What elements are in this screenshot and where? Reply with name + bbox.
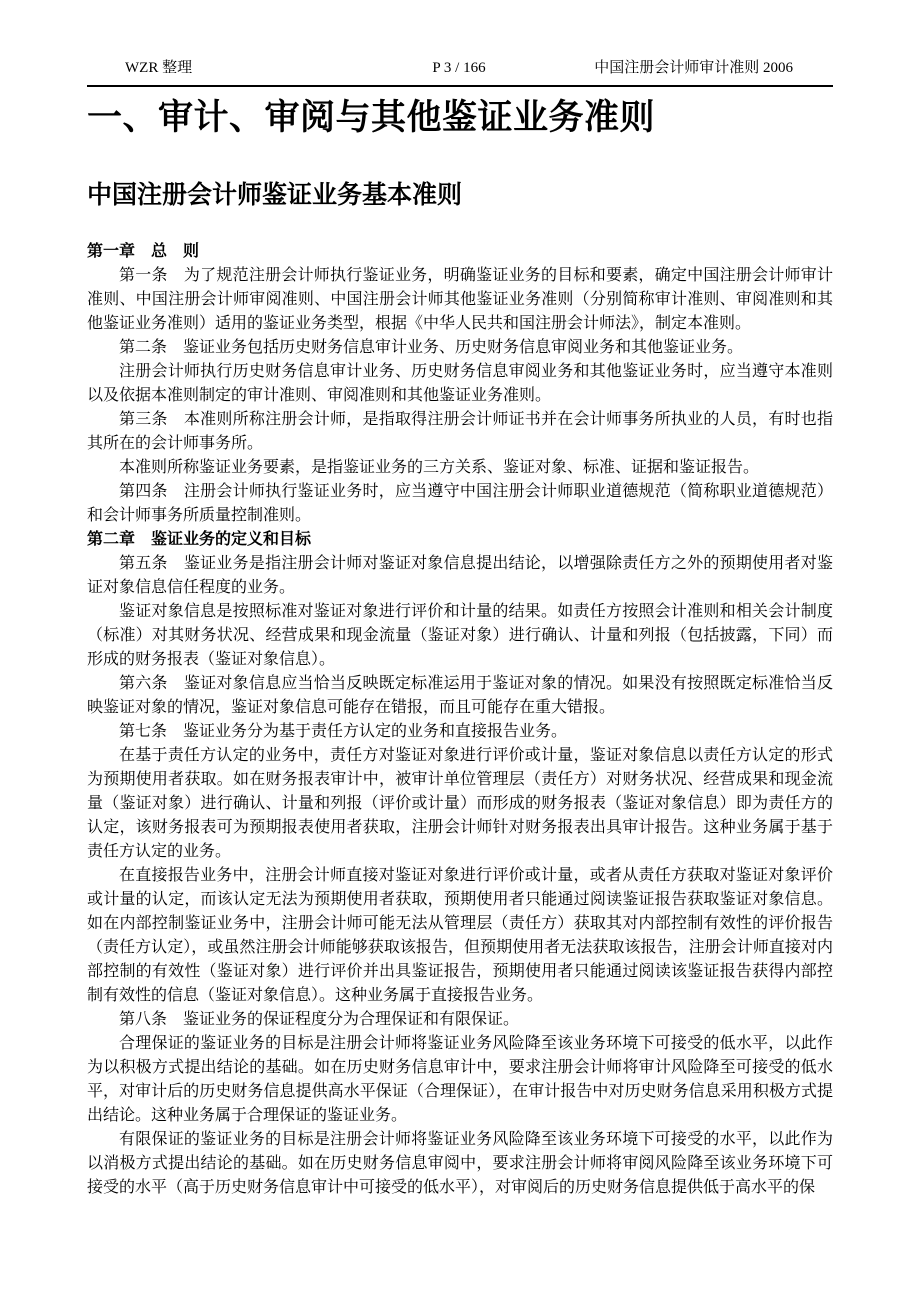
body-paragraph: 第三条 本准则所称注册会计师，是指取得注册会计师证书并在会计师事务所执业的人员，有时也指其所在的会计师事务所。 <box>87 411 833 452</box>
page-header <box>87 58 833 87</box>
body-paragraph: 第七条 鉴证业务分为基于责任方认定的业务和直接报告业务。 <box>119 723 568 740</box>
body-paragraph: 第五条 鉴证业务是指注册会计师对鉴证对象信息提出结论，以增强除责任方之外的预期使用者对鉴证对象信息信任程度的业务。 <box>87 555 833 596</box>
body-paragraph: 鉴证对象信息是按照标准对鉴证对象进行评价和计量的结果。如责任方按照会计准则和相关会计制度（标准）对其财务状况、经营成果和现金流量（鉴证对象）进行确认、计量和列报（包括披露，下同）而形成的财务报表（鉴证对象信息）。 <box>87 603 833 668</box>
body-paragraph: 本准则所称鉴证业务要素，是指鉴证业务的三方关系、鉴证对象、标准、证据和鉴证报告。 <box>119 459 760 476</box>
header-author: WZR 整理 <box>125 60 193 76</box>
body-paragraph: 第一条 为了规范注册会计师执行鉴证业务，明确鉴证业务的目标和要素，确定中国注册会计师审计准则、中国注册会计师审阅准则、中国注册会计师其他鉴证业务准则（分别简称审计准则、审阅准则和其他鉴证业务准则）适用的鉴证业务类型，根据《中华人民共和国注册会计师法》，制定本准则。 <box>87 267 833 332</box>
section-title: 一、审计、审阅与其他鉴证业务准则 <box>87 98 656 137</box>
document-subtitle: 中国注册会计师鉴证业务基本准则 <box>87 181 463 209</box>
body-paragraph: 注册会计师执行历史财务信息审计业务、历史财务信息审阅业务和其他鉴证业务时，应当遵守本准则以及依据本准则制定的审计准则、审阅准则和其他鉴证业务准则。 <box>87 363 833 404</box>
chapter-heading: 第二章 鉴证业务的定义和目标 <box>87 531 312 548</box>
body-paragraph: 在基于责任方认定的业务中，责任方对鉴证对象进行评价或计量，鉴证对象信息以责任方认定的形式为预期使用者获取。如在财务报表审计中，被审计单位管理层（责任方）对财务状况、经营成果和现金流量（鉴证对象）进行确认、计量和列报（评价或计量）而形成的财务报表（鉴证对象信息）即为责任方的认定，该财务报表可为预期报表使用者获取，注册会计师针对财务报表出具审计报告。这种业务属于基于责任方认定的业务。 <box>87 747 833 860</box>
document-body <box>87 240 833 1200</box>
header-document-title: 中国注册会计师审计准则 2006 <box>594 60 793 76</box>
header-page-number: P 3 / 166 <box>432 60 486 76</box>
body-paragraph: 在直接报告业务中，注册会计师直接对鉴证对象进行评价或计量，或者从责任方获取对鉴证对象评价或计量的认定，而该认定无法为预期使用者获取，预期使用者只能通过阅读鉴证报告获取鉴证对象信息。如在内部控制鉴证业务中，注册会计师可能无法从管理层（责任方）获取其对内部控制有效性的评价报告（责任方认定），或虽然注册会计师能够获取该报告，但预期使用者无法获取该报告，注册会计师直接对内部控制的有效性（鉴证对象）进行评价并出具鉴证报告，预期使用者只能通过阅读该鉴证报告获得内部控制有效性的信息（鉴证对象信息）。这种业务属于直接报告业务。 <box>87 867 833 1004</box>
body-paragraph: 有限保证的鉴证业务的目标是注册会计师将鉴证业务风险降至该业务环境下可接受的水平，以此作为以消极方式提出结论的基础。如在历史财务信息审阅中，要求注册会计师将审阅风险降至该业务环境下可接受的水平（高于历史财务信息审计中可接受的低水平），对审阅后的历史财务信息提供低于高水平的保 <box>87 1131 833 1196</box>
chapter-heading: 第一章 总 则 <box>87 243 200 260</box>
body-paragraph: 第八条 鉴证业务的保证程度分为合理保证和有限保证。 <box>119 1011 520 1028</box>
body-paragraph: 第四条 注册会计师执行鉴证业务时，应当遵守中国注册会计师职业道德规范（简称职业道德规范）和会计师事务所质量控制准则。 <box>87 483 833 524</box>
body-paragraph: 第二条 鉴证业务包括历史财务信息审计业务、历史财务信息审阅业务和其他鉴证业务。 <box>119 339 744 356</box>
body-paragraph: 第六条 鉴证对象信息应当恰当反映既定标准运用于鉴证对象的情况。如果没有按照既定标准恰当反映鉴证对象的情况，鉴证对象信息可能存在错报，而且可能存在重大错报。 <box>87 675 833 716</box>
body-paragraph: 合理保证的鉴证业务的目标是注册会计师将鉴证业务风险降至该业务环境下可接受的低水平，以此作为以积极方式提出结论的基础。如在历史财务信息审计中，要求注册会计师将审计风险降至可接受的低水平，对审计后的历史财务信息提供高水平保证（合理保证），在审计报告中对历史财务信息采用积极方式提出结论。这种业务属于合理保证的鉴证业务。 <box>87 1035 833 1124</box>
